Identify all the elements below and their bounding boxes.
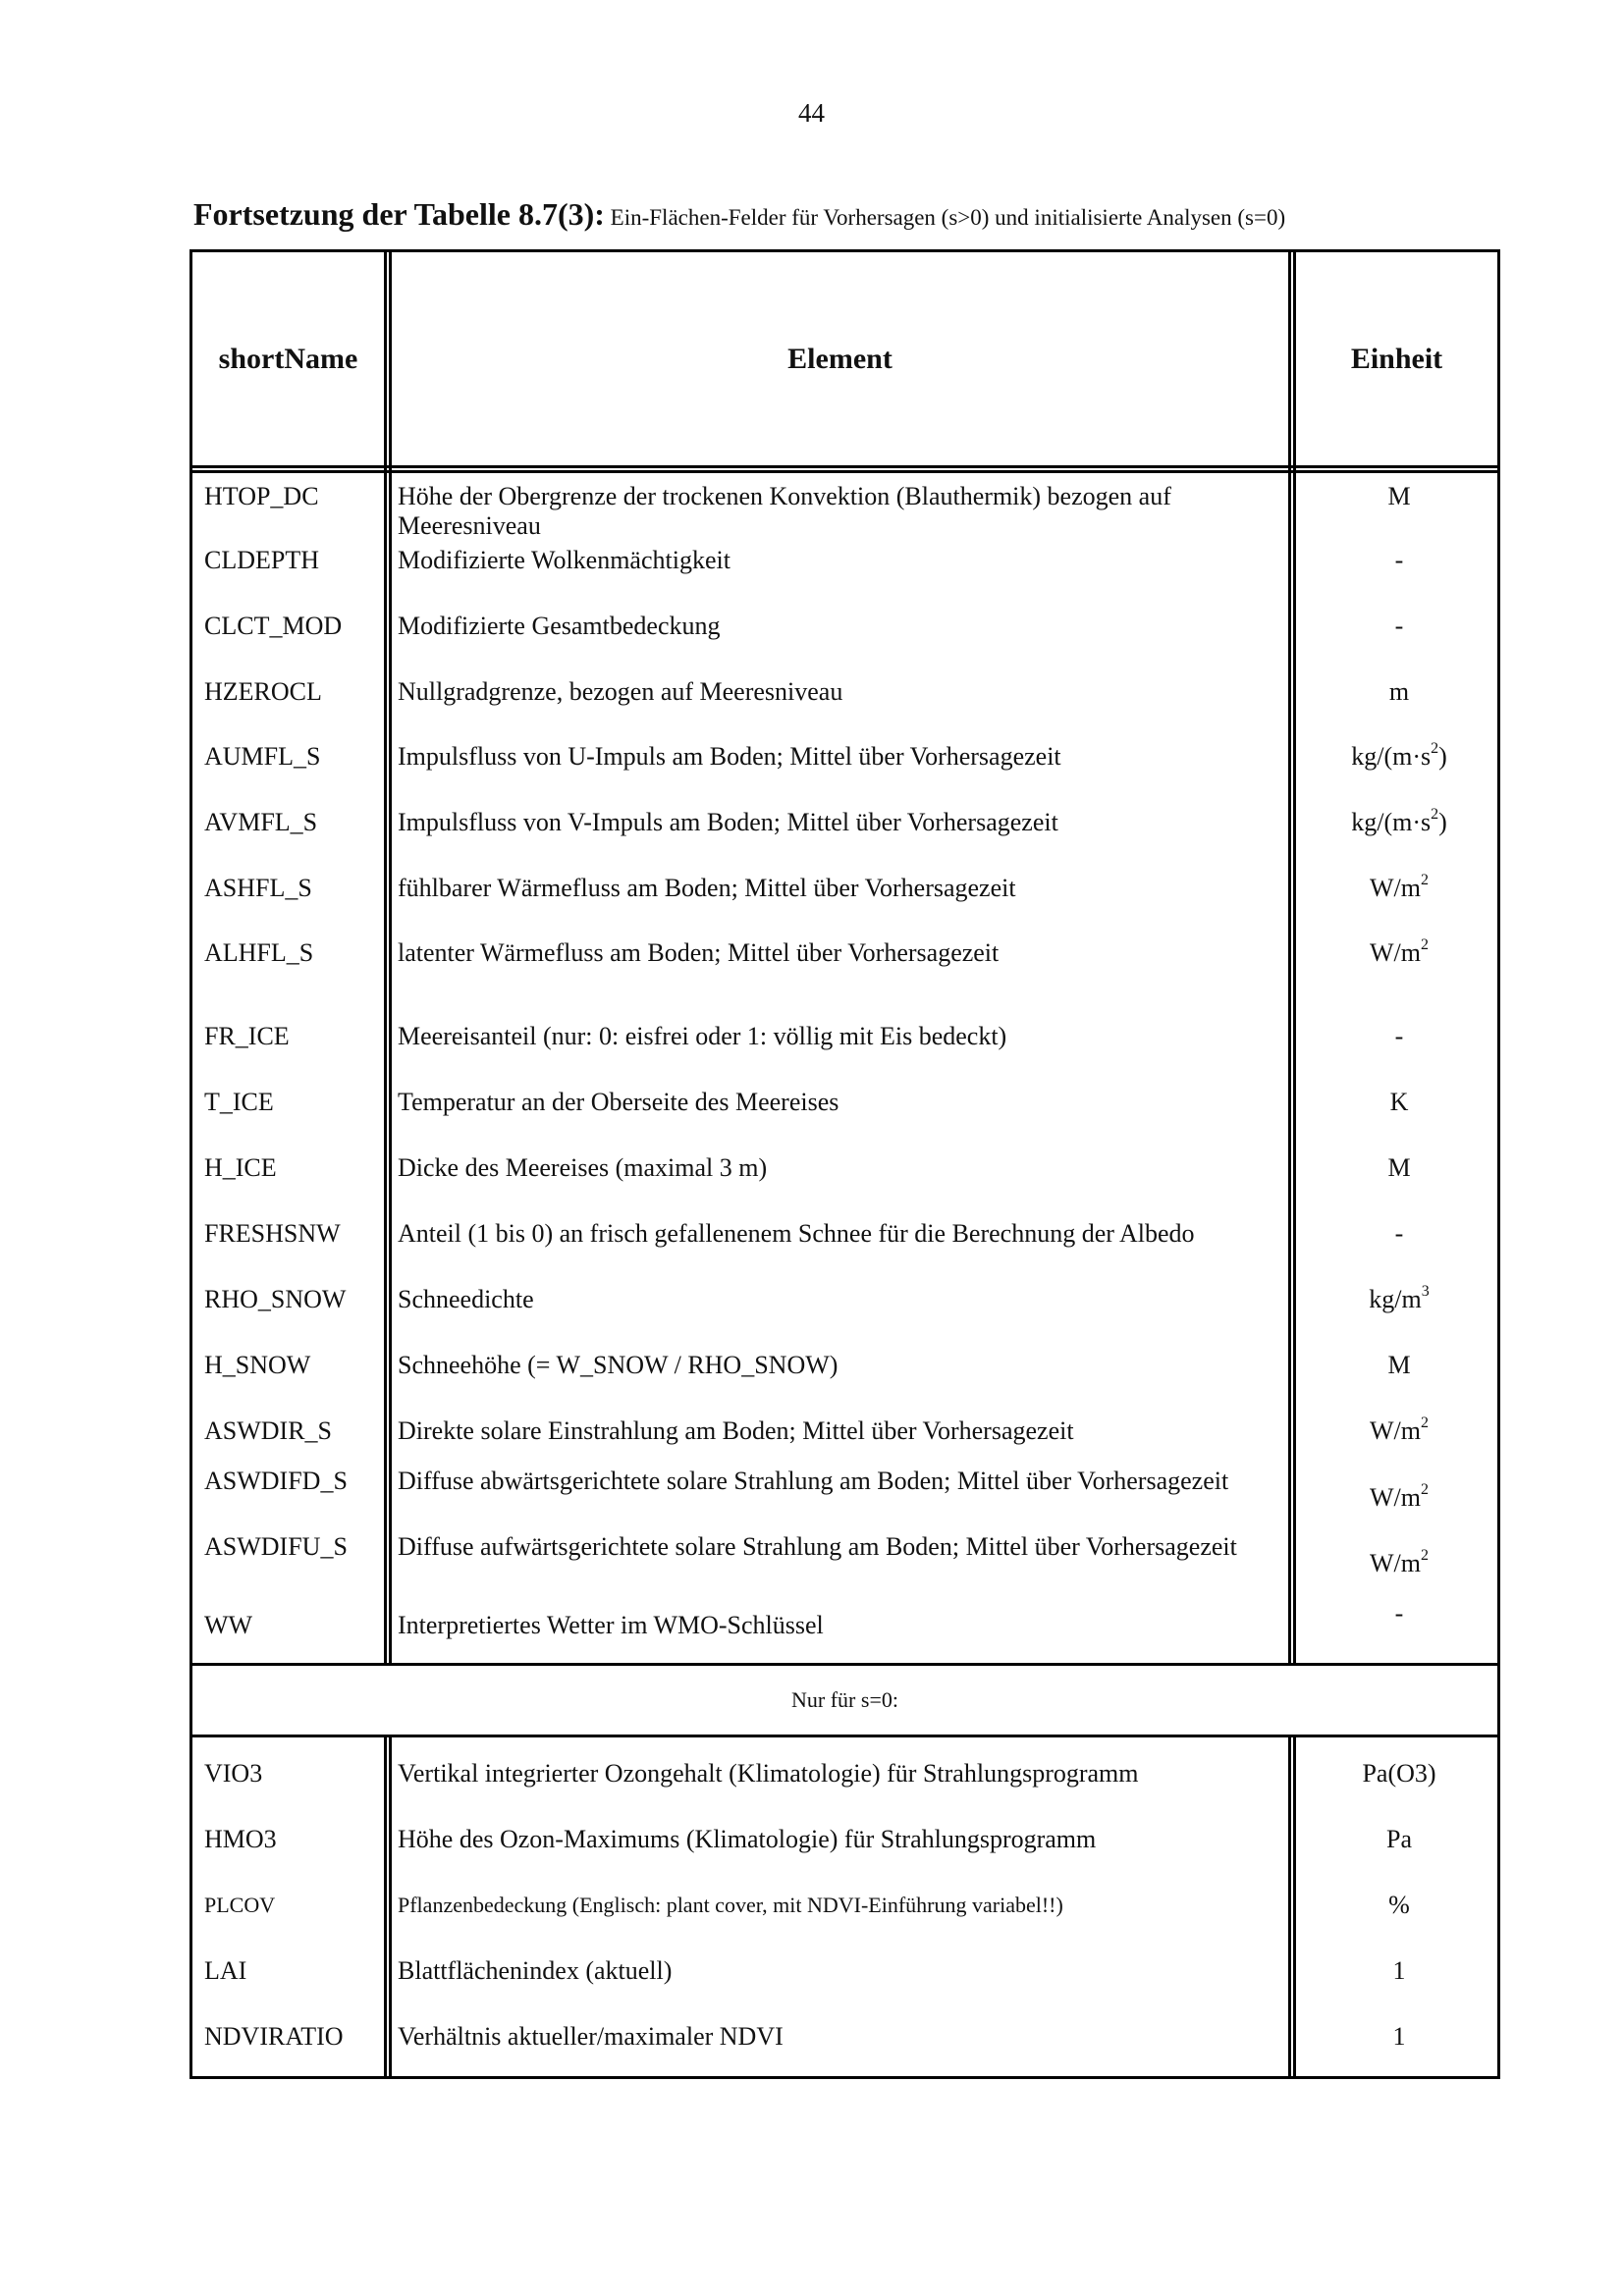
unit-base: W/m — [1370, 1483, 1421, 1512]
cell-element: Modifizierte Wolkenmächtigkeit — [398, 546, 730, 574]
unit-exponent: 2 — [1421, 1415, 1429, 1432]
unit-base: M — [1387, 1351, 1411, 1379]
header-divider — [192, 470, 1497, 473]
unit-exponent: 2 — [1421, 1547, 1429, 1565]
cell-shortname: NDVIRATIO — [204, 2022, 344, 2051]
column-divider — [1288, 252, 1291, 1663]
cell-element: fühlbarer Wärmefluss am Boden; Mittel über Vorhersagezeit — [398, 874, 1016, 902]
unit-base: M — [1387, 1153, 1411, 1182]
cell-shortname: HMO3 — [204, 1825, 277, 1853]
cell-shortname: WW — [204, 1611, 253, 1639]
cell-shortname: CLCT_MOD — [204, 612, 343, 640]
cell-element: Temperatur an der Oberseite des Meereises — [398, 1088, 839, 1116]
cell-unit — [1301, 1549, 1497, 1578]
column-divider — [384, 252, 387, 1663]
cell-shortname: VIO3 — [204, 1759, 263, 1788]
cell-unit — [1301, 677, 1497, 707]
unit-base: W/m — [1370, 1416, 1421, 1445]
cell-element: Interpretiertes Wetter im WMO-Schlüssel — [398, 1611, 824, 1639]
cell-unit — [1301, 1416, 1497, 1446]
header-unit: Einheit — [1350, 342, 1443, 375]
unit-exponent: 2 — [1431, 740, 1439, 758]
cell-unit — [1301, 1088, 1497, 1117]
unit-base: Pa(O3) — [1362, 1759, 1436, 1788]
unit-base: kg/(m·s — [1351, 742, 1432, 771]
column-divider — [389, 1737, 392, 2076]
cell-unit — [1301, 1219, 1497, 1249]
cell-unit — [1301, 1599, 1497, 1629]
unit-exponent: 2 — [1431, 806, 1439, 824]
page-number: 44 — [798, 98, 825, 128]
cell-element: Direkte solare Einstrahlung am Boden; Mittel über Vorhersagezeit — [398, 1416, 1074, 1445]
column-divider — [384, 1737, 387, 2076]
cell-unit — [1301, 808, 1497, 837]
cell-element: Höhe der Obergrenze der trockenen Konvektion (Blauthermik) bezogen auf Meeresniveau — [398, 482, 1171, 540]
cell-shortname: H_ICE — [204, 1153, 277, 1182]
header-divider — [192, 465, 1497, 468]
unit-exponent: 2 — [1421, 872, 1429, 889]
cell-element: Pflanzenbedeckung (Englisch: plant cover, mit NDVI-Einführung variabel!!) — [398, 1893, 1063, 1917]
cell-unit — [1301, 1153, 1497, 1183]
cell-shortname: CLDEPTH — [204, 546, 319, 574]
cell-shortname: AVMFL_S — [204, 808, 318, 836]
caption-title: Fortsetzung der Tabelle 8.7(3): — [193, 196, 605, 232]
unit-suffix: ) — [1438, 808, 1447, 836]
unit-base: K — [1389, 1088, 1409, 1116]
cell-element: Diffuse aufwärtsgerichtete solare Strahlung am Boden; Mittel über Vorhersagezeit — [398, 1532, 1237, 1561]
cell-element: Nullgradgrenze, bezogen auf Meeresniveau — [398, 677, 843, 706]
unit-base: % — [1388, 1891, 1410, 1919]
cell-element: Schneehöhe (= W_SNOW / RHO_SNOW) — [398, 1351, 839, 1379]
cell-unit — [1301, 2022, 1497, 2052]
cell-element: Höhe des Ozon-Maximums (Klimatologie) für Strahlungsprogramm — [398, 1825, 1097, 1853]
cell-unit — [1301, 1825, 1497, 1854]
unit-base: m — [1388, 677, 1410, 706]
header-shortname: shortName — [218, 342, 358, 375]
cell-unit — [1301, 1891, 1497, 1920]
cell-element: Blattflächenindex (aktuell) — [398, 1956, 673, 1985]
cell-element: Impulsfluss von V-Impuls am Boden; Mittel über Vorhersagezeit — [398, 808, 1058, 836]
column-divider — [1288, 1737, 1291, 2076]
unit-base: - — [1394, 546, 1404, 574]
cell-element: Dicke des Meereises (maximal 3 m) — [398, 1153, 768, 1182]
cell-element: Meereisanteil (nur: 0: eisfrei oder 1: völlig mit Eis bedeckt) — [398, 1022, 1007, 1050]
cell-unit — [1301, 1483, 1497, 1513]
unit-base: kg/(m·s — [1351, 808, 1432, 836]
cell-unit — [1301, 1759, 1497, 1789]
unit-exponent: 2 — [1421, 1481, 1429, 1499]
unit-base: - — [1394, 612, 1404, 640]
cell-shortname: HTOP_DC — [204, 482, 319, 510]
column-divider — [1293, 1737, 1296, 2076]
cell-shortname: HZEROCL — [204, 677, 322, 706]
unit-base: kg/m — [1369, 1285, 1422, 1313]
cell-element: Diffuse abwärtsgerichtete solare Strahlung am Boden; Mittel über Vorhersagezeit — [398, 1467, 1229, 1495]
cell-unit — [1301, 742, 1497, 772]
data-table-main — [189, 249, 1500, 1666]
unit-base: - — [1394, 1219, 1404, 1248]
cell-unit — [1301, 874, 1497, 903]
unit-base: M — [1387, 482, 1411, 510]
unit-base: - — [1394, 1022, 1404, 1050]
cell-element: Verhältnis aktueller/maximaler NDVI — [398, 2022, 784, 2051]
cell-shortname: PLCOV — [204, 1893, 276, 1917]
cell-element: Schneedichte — [398, 1285, 534, 1313]
cell-shortname: ASHFL_S — [204, 874, 312, 902]
cell-element: Vertikal integrierter Ozongehalt (Klimatologie) für Strahlungsprogramm — [398, 1759, 1139, 1788]
cell-unit — [1301, 1956, 1497, 1986]
cell-shortname: ASWDIFD_S — [204, 1467, 348, 1495]
cell-shortname: LAI — [204, 1956, 247, 1985]
cell-shortname: RHO_SNOW — [204, 1285, 347, 1313]
unit-base: W/m — [1370, 874, 1421, 902]
cell-shortname: FRESHSNW — [204, 1219, 341, 1248]
data-table-s0 — [189, 1735, 1500, 2079]
cell-unit — [1301, 938, 1497, 968]
cell-shortname: AUMFL_S — [204, 742, 321, 771]
cell-shortname: ASWDIFU_S — [204, 1532, 348, 1561]
cell-unit — [1301, 1351, 1497, 1380]
header-element: Element — [787, 342, 893, 375]
table-caption — [193, 196, 1285, 233]
cell-element: latenter Wärmefluss am Boden; Mittel über Vorhersagezeit — [398, 938, 1000, 967]
cell-unit — [1301, 612, 1497, 641]
cell-shortname: H_SNOW — [204, 1351, 311, 1379]
unit-exponent: 3 — [1421, 1283, 1430, 1301]
cell-shortname: ASWDIR_S — [204, 1416, 333, 1445]
cell-unit — [1301, 1022, 1497, 1051]
unit-exponent: 2 — [1421, 936, 1429, 954]
unit-base: 1 — [1392, 2022, 1406, 2051]
caption-description: Ein-Flächen-Felder für Vorhersagen (s>0) und initialisierte Analysen (s=0) — [604, 205, 1286, 230]
unit-base: - — [1394, 1599, 1404, 1628]
unit-base: W/m — [1370, 938, 1421, 967]
cell-unit — [1301, 482, 1497, 511]
unit-suffix: ) — [1438, 742, 1447, 771]
cell-shortname: ALHFL_S — [204, 938, 314, 967]
cell-shortname: T_ICE — [204, 1088, 274, 1116]
section-label: Nur für s=0: — [791, 1687, 898, 1712]
cell-element: Anteil (1 bis 0) an frisch gefallenenem Schnee für die Berechnung der Albedo — [398, 1219, 1195, 1248]
unit-base: Pa — [1386, 1825, 1412, 1853]
cell-shortname: FR_ICE — [204, 1022, 290, 1050]
unit-base: 1 — [1392, 1956, 1406, 1985]
unit-base: W/m — [1370, 1549, 1421, 1577]
cell-unit — [1301, 1285, 1497, 1314]
cell-element: Modifizierte Gesamtbedeckung — [398, 612, 721, 640]
cell-unit — [1301, 546, 1497, 575]
cell-element: Impulsfluss von U-Impuls am Boden; Mittel über Vorhersagezeit — [398, 742, 1061, 771]
